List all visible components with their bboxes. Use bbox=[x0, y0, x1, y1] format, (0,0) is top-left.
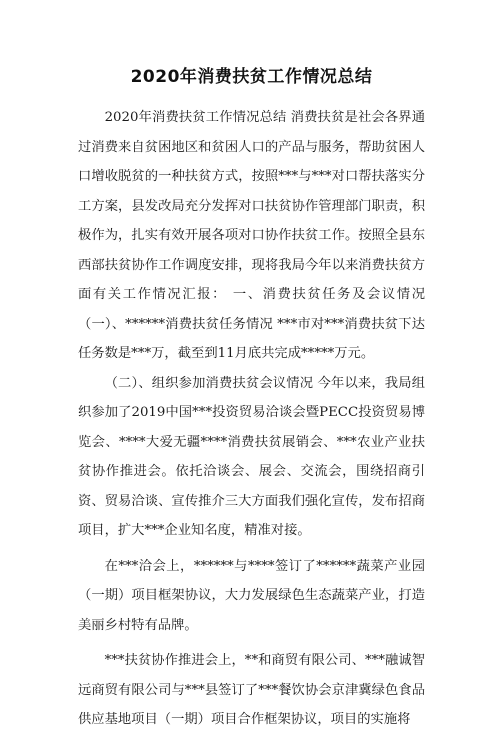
paragraph-meetings: （二）、组织参加消费扶贫会议情况 今年以来，我局组织参加了2019中国***投资贸易洽谈会暨PECC投资贸易博览会、****大爱无疆****消费扶贫展销会、***农业产业扶贫协作推进会。依托洽谈会、展会、交流会，围绕招商引资、贸易洽谈、宣传推介三大方面我们强化宣传，发布招商项目，扩大***企业知名度，精准对接。 bbox=[78, 375, 425, 538]
document-title: 2020年消费扶贫工作情况总结 bbox=[130, 67, 373, 87]
paragraph-fair: 在***洽会上，******与****签订了******蔬菜产业园（一期）项目框架协议，大力发展绿色生态蔬菜产业，打造美丽乡村特有品牌。 bbox=[78, 558, 425, 633]
paragraph-promotion: ***扶贫协作推进会上，**和商贸有限公司、***融诚智远商贸有限公司与***县签订了***餐饮协会京津冀绿色食品供应基地项目（一期）项目合作框架协议，项目的实施将 bbox=[78, 653, 425, 727]
paragraph-intro: 2020年消费扶贫工作情况总结 消费扶贫是社会各界通过消费来自贫困地区和贫困人口的产品与服务，帮助贫困人口增收脱贫的一种扶贫方式，按照***与***对口帮扶落实分工方案，县发改局充分发挥对口扶贫协作管理部门职责，积极作为，扎实有效开展各项对口协作扶贫工作。按照全县东西部扶贫协作工作调度安排，现将我局今年以来消费扶贫方面有关工作情况汇报： 一、消费扶贫任务及会议情况（一）、******消费扶贫任务情况 ***市对***消费扶贫下达任务数是***万，截至到11月底共完成*****万元。 bbox=[78, 110, 425, 361]
